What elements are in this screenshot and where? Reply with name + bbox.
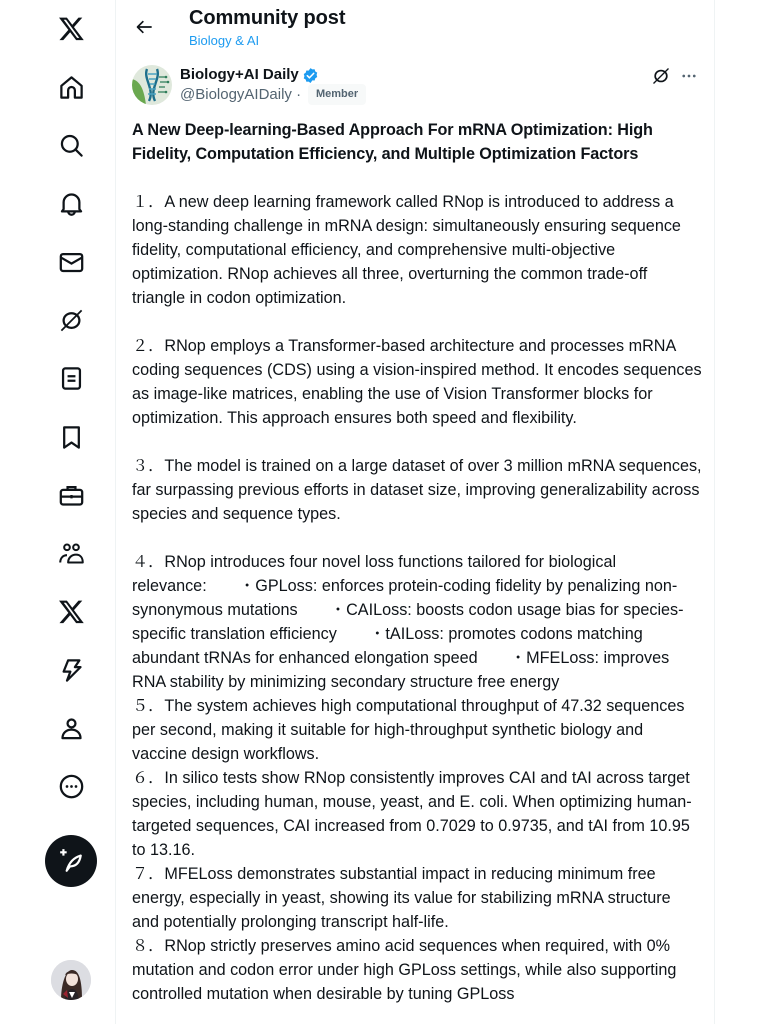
account-avatar[interactable] (51, 960, 91, 1000)
user-avatar-icon (51, 960, 91, 1000)
grok-explain-button[interactable] (649, 64, 673, 88)
feather-plus-icon (58, 848, 84, 874)
sidebar-item-more[interactable] (46, 761, 96, 811)
grok-icon (58, 307, 85, 334)
sidebar-item-lists[interactable] (46, 353, 96, 403)
sidebar-item-communities[interactable] (46, 528, 96, 578)
briefcase-icon (58, 482, 85, 509)
more-circle-icon (58, 773, 85, 800)
lightning-icon (58, 657, 85, 684)
page-title: Community post (189, 7, 346, 29)
x-logo-icon (58, 15, 85, 42)
post-body (132, 118, 702, 1006)
post-more-button[interactable] (677, 64, 701, 88)
sidebar-item-profile[interactable] (46, 703, 96, 753)
sidebar-nav (0, 0, 116, 1024)
sidebar-item-home[interactable] (46, 62, 96, 112)
communities-icon (58, 540, 85, 567)
handle-separator: · (296, 86, 302, 103)
back-button[interactable] (128, 10, 162, 44)
author-handle[interactable] (180, 86, 301, 103)
sidebar-item-jobs[interactable] (46, 470, 96, 520)
author-handle-text: @BiologyAIDaily (180, 86, 292, 103)
sidebar-item-notifications[interactable] (46, 178, 96, 228)
mail-icon (58, 249, 85, 276)
sidebar-item-grok[interactable] (46, 295, 96, 345)
sidebar-item-premium[interactable] (46, 586, 96, 636)
member-badge: Member (308, 84, 366, 105)
main-column (115, 0, 715, 1024)
arrow-left-icon (135, 17, 155, 37)
bookmark-icon (58, 424, 85, 451)
profile-icon (58, 715, 85, 742)
verified-badge-icon (302, 67, 319, 84)
community-link[interactable]: Biology & AI (189, 33, 260, 48)
dna-avatar-icon (132, 65, 172, 105)
grok-icon (651, 66, 671, 86)
bell-icon (58, 190, 85, 217)
x-logo-button[interactable] (46, 3, 96, 53)
home-icon (58, 74, 85, 101)
search-icon (58, 132, 85, 159)
post-text: １．A new deep learning framework called RNop is introduced to address a long-standing challenge in mRNA design: simultaneously ensuring sequence fidelity, computational efficiency, and comprehensive multi-objective optimization. RNop achieves all three, overturning the common trade-off triangle in codon optimization. ２．RNop employs a Transformer-based architecture and processes mRNA coding sequences (CDS) using a vision-inspired method. It encodes sequences as image-like matrices, enabling the use of Vision Transformer blocks for optimization. This approach ensures both speed and flexibility. ３．The model is trained on a large dataset of over 3 million mRNA sequences, far surpassing previous efforts in dataset size, improving generalizability across species and sequence types. ４．RNop introduces four novel loss functions tailored for biological relevance: ・GPLoss: enforces protein-coding fidelity by penalizing non-synonymous mutations ・CAILoss: boosts codon usage bias for species-specific translation efficiency ・tAILoss: promotes codons matching abundant tRNAs for enhanced elongation speed ・MFELoss: improves RNA stability by minimizing secondary structure free energy ５．The system achieves high computational throughput of 47.32 sequences per second, making it suitable for high-throughput synthetic biology and vaccine design workflows. ６．In silico tests show RNop consistently improves CAI and tAI across target species, including human, mouse, yeast, and E. coli. When optimizing human-targeted sequences, CAI increased from 0.7029 to 0.9735, and tAI from 10.95 to 13.16. ７．MFELoss demonstrates substantial impact in reducing minimum free energy, especially in yeast, showing its value for stabilizing mRNA structure and potentially prolonging transcript half-life. ８．RNop strictly preserves amino acid sequences when required, with 0% mutation and codon error under high GPLoss settings, while also supporting controlled mutation when desirable by tuning GPLoss (132, 193, 702, 1003)
sidebar-item-verified-orgs[interactable] (46, 645, 96, 695)
author-avatar[interactable] (132, 65, 172, 105)
author-name[interactable]: Biology+AI Daily (180, 66, 299, 83)
more-horizontal-icon (680, 67, 698, 85)
sidebar-item-explore[interactable] (46, 120, 96, 170)
x-premium-icon (58, 598, 85, 625)
post-title: A New Deep-learning-Based Approach For mRNA Optimization: High Fidelity, Computation Efficiency, and Multiple Optimization Factors (132, 121, 653, 163)
list-icon (58, 365, 85, 392)
sidebar-item-bookmarks[interactable] (46, 412, 96, 462)
sidebar-item-messages[interactable] (46, 237, 96, 287)
compose-post-button[interactable] (45, 835, 97, 887)
